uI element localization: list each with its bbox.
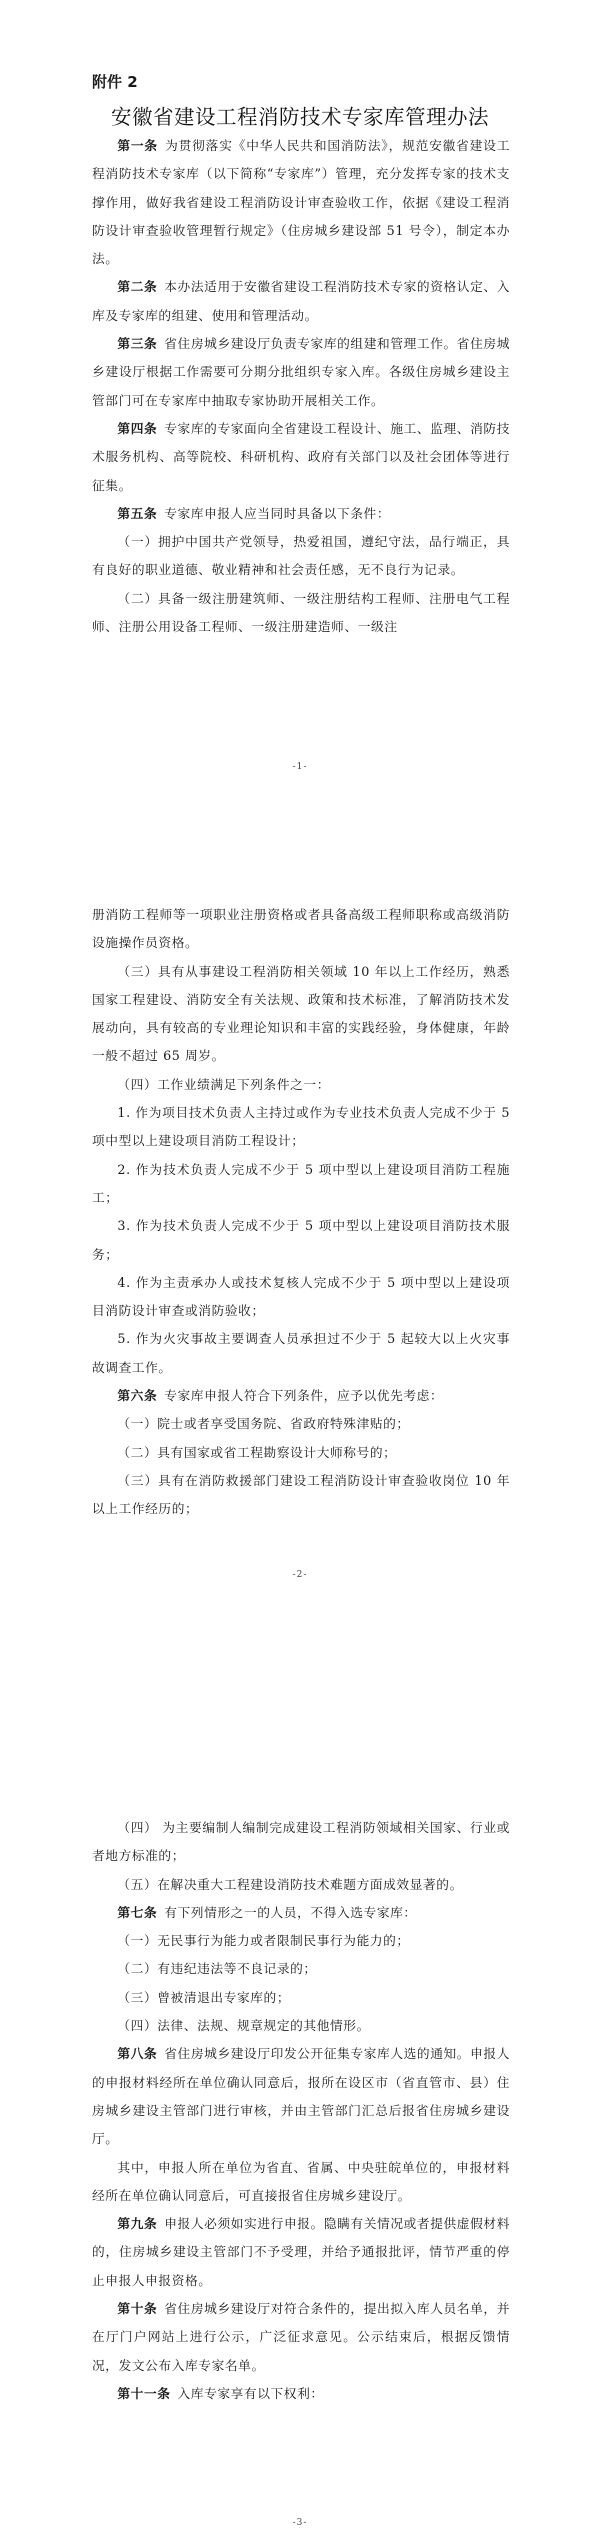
paragraph bbox=[92, 1871, 510, 1899]
article-number: 第一条 bbox=[117, 138, 158, 153]
article-paragraph bbox=[92, 2380, 510, 2408]
paragraph bbox=[92, 1071, 510, 1099]
article-paragraph bbox=[92, 1382, 510, 1410]
paragraph-text: 入库专家享有以下权利： bbox=[177, 2385, 324, 2401]
paragraph bbox=[92, 1984, 510, 2012]
paragraph-text: 有下列情形之一的人员，不得入选专家库： bbox=[164, 1904, 417, 1920]
paragraph bbox=[92, 1439, 510, 1467]
article-number: 第五条 bbox=[117, 505, 158, 521]
paragraph-text: （四）工作业绩满足下列条件之一： bbox=[117, 1076, 330, 1092]
attachment-label: 附件 2 bbox=[92, 73, 138, 91]
paragraph bbox=[92, 1955, 510, 1983]
paragraph-text: 册消防工程师等一项职业注册资格或者具备高级工程师职称或高级消防设施操作员资格。 bbox=[92, 907, 510, 951]
article-number: 第九条 bbox=[117, 2216, 158, 2232]
article-paragraph bbox=[92, 132, 510, 273]
paragraph-text: 2. 作为技术负责人完成不少于 5 项中型以上建设项目消防工程施工； bbox=[92, 1161, 510, 1205]
article-number: 第二条 bbox=[117, 279, 158, 295]
paragraph-text: （一）院士或者享受国务院、省政府特殊津贴的； bbox=[117, 1416, 410, 1432]
paragraph bbox=[92, 1269, 510, 1326]
article-number: 第十条 bbox=[117, 2301, 158, 2317]
page-1 bbox=[0, 0, 600, 800]
paragraph-text: 4. 作为主责承办人或技术复核人完成不少于 5 项中型以上建设项目消防设计审查或消防验收； bbox=[92, 1274, 510, 1319]
article-number: 第十一条 bbox=[117, 2385, 171, 2401]
article-paragraph bbox=[92, 2210, 510, 2295]
paragraph-text: （二）具备一级注册建筑师、一级注册结构工程师、注册电气工程师、注册公用设备工程师、一级注册建造师、一级注 bbox=[92, 590, 510, 635]
paragraph-text: 其中，申报人所在单位为省直、省属、中央驻皖单位的，申报材料经所在单位确认同意后，可直接报省住房城乡建设厅。 bbox=[92, 2159, 510, 2203]
paragraph-text: （一）拥护中国共产党领导，热爱祖国，遵纪守法，品行端正，具有良好的职业道德、敬业精神和社会责任感，无不良行为记录。 bbox=[92, 534, 510, 578]
paragraph bbox=[92, 901, 510, 958]
paragraph-text: 1. 作为项目技术负责人主持过或作为专业技术负责人完成不少于 5 项中型以上建设项目消防工程设计； bbox=[92, 1105, 510, 1149]
article-number: 第七条 bbox=[117, 1904, 158, 1920]
document-title: 安徽省建设工程消防技术专家库管理办法 bbox=[111, 105, 489, 129]
article-number: 第六条 bbox=[117, 1388, 158, 1404]
paragraph bbox=[92, 1099, 510, 1156]
paragraph-text: （三）具有从事建设工程消防相关领域 10 年以上工作经历，熟悉国家工程建设、消防安全有关法规、政策和技术标准，了解消防技术发展动向，具有较高的专业理论知识和丰富的实践经验，身体健康，年龄一般不超过 65 周岁。 bbox=[92, 963, 510, 1064]
paragraph bbox=[92, 2154, 510, 2211]
article-paragraph bbox=[92, 500, 510, 528]
paragraph-text: 专家库申报人符合下列条件，应予以优先考虑： bbox=[164, 1388, 444, 1404]
paragraph-text: 省住房城乡建设厅对符合条件的，提出拟入库人员名单，并在厅门户网站上进行公示，广泛征求意见。公示结束后，根据反馈情况，发文公布入库专家名单。 bbox=[92, 2301, 510, 2373]
paragraph-text: 3. 作为技术负责人完成不少于 5 项中型以上建设项目消防技术服务； bbox=[92, 1218, 510, 1262]
page-number: -3- bbox=[292, 2518, 308, 2528]
paragraph bbox=[92, 1325, 510, 1382]
paragraph bbox=[92, 1467, 510, 1524]
paragraph bbox=[92, 1410, 510, 1438]
paragraph-text: （一）无民事行为能力或者限制民事行为能力的； bbox=[117, 1933, 410, 1949]
paragraph-text: 5. 作为火灾事故主要调查人员承担过不少于 5 起较大以上火灾事故调查工作。 bbox=[92, 1331, 510, 1375]
paragraph-text: （二）具有国家或省工程勘察设计大师称号的； bbox=[117, 1444, 397, 1460]
article-paragraph bbox=[92, 2295, 510, 2380]
page-number: -1- bbox=[292, 762, 308, 772]
paragraph-text: 本办法适用于安徽省建设工程消防技术专家的资格认定、入库及专家库的组建、使用和管理活动。 bbox=[92, 279, 510, 323]
paragraph-text: 申报人必须如实进行申报。隐瞒有关情况或者提供虚假材料的，住房城乡建设主管部门不予受理，并给予通报批评，情节严重的停止申报人申报资格。 bbox=[92, 2216, 510, 2288]
paragraph bbox=[92, 1927, 510, 1955]
paragraph-text: （四）法律、法规、规章规定的其他情形。 bbox=[117, 2018, 370, 2034]
paragraph-text: （二）有违纪违法等不良记录的； bbox=[117, 1961, 317, 1977]
article-number: 第四条 bbox=[117, 420, 158, 436]
paragraph-text: 为贯彻落实《中华人民共和国消防法》，规范安徽省建设工程消防技术专家库（以下简称“专家库”）管理，充分发挥专家的技术支撑作用，做好我省建设工程消防设计审查验收工作，依据《建设工程消防设计审查验收管理暂行规定》（住房城乡建设部 51 号令），制定本办法。 bbox=[92, 138, 510, 267]
article-number: 第八条 bbox=[117, 2046, 158, 2062]
page-number: -2- bbox=[292, 1570, 308, 1580]
paragraph bbox=[92, 528, 510, 585]
paragraph bbox=[92, 1212, 510, 1269]
paragraph-text: （四） 为主要编制人编制完成建设工程消防领域相关国家、行业或者地方标准的； bbox=[92, 1820, 510, 1864]
paragraph bbox=[92, 585, 510, 642]
paragraph-text: （三）曾被清退出专家库的； bbox=[117, 1989, 291, 2005]
article-paragraph bbox=[92, 330, 510, 415]
paragraph bbox=[92, 1814, 510, 1871]
page-3 bbox=[0, 1696, 600, 2546]
paragraph-text: （三）具有在消防救援部门建设工程消防设计审查验收岗位 10 年以上工作经历的； bbox=[92, 1472, 510, 1517]
article-paragraph bbox=[92, 273, 510, 330]
paragraph-text: 省住房城乡建设厅负责专家库的组建和管理工作。省住房城乡建设厅根据工作需要可分期分批组织专家入库。各级住房城乡建设主管部门可在专家库中抽取专家协助开展相关工作。 bbox=[92, 336, 510, 408]
paragraph-text: 专家库申报人应当同时具备以下条件： bbox=[164, 505, 391, 521]
paragraph bbox=[92, 1156, 510, 1213]
article-paragraph bbox=[92, 415, 510, 500]
article-paragraph bbox=[92, 1899, 510, 1927]
paragraph-text: 省住房城乡建设厅印发公开征集专家库人选的通知。申报人的申报材料经所在单位确认同意后，报所在设区市（省直管市、县）住房城乡建设主管部门进行审核，并由主管部门汇总后报省住房城乡建设厅。 bbox=[92, 2046, 510, 2147]
paragraph bbox=[92, 2012, 510, 2040]
page-body bbox=[92, 901, 510, 1524]
article-paragraph bbox=[92, 2040, 510, 2153]
article-number: 第三条 bbox=[117, 336, 158, 352]
page-body bbox=[92, 132, 510, 641]
paragraph-text: （五）在解决重大工程建设消防技术难题方面成效显著的。 bbox=[117, 1876, 463, 1892]
page-2 bbox=[0, 848, 600, 1648]
paragraph bbox=[92, 958, 510, 1071]
paragraph-text: 专家库的专家面向全省建设工程设计、施工、监理、消防技术服务机构、高等院校、科研机构、政府有关部门以及社会团体等进行征集。 bbox=[92, 420, 510, 493]
page-body bbox=[92, 1814, 510, 2408]
